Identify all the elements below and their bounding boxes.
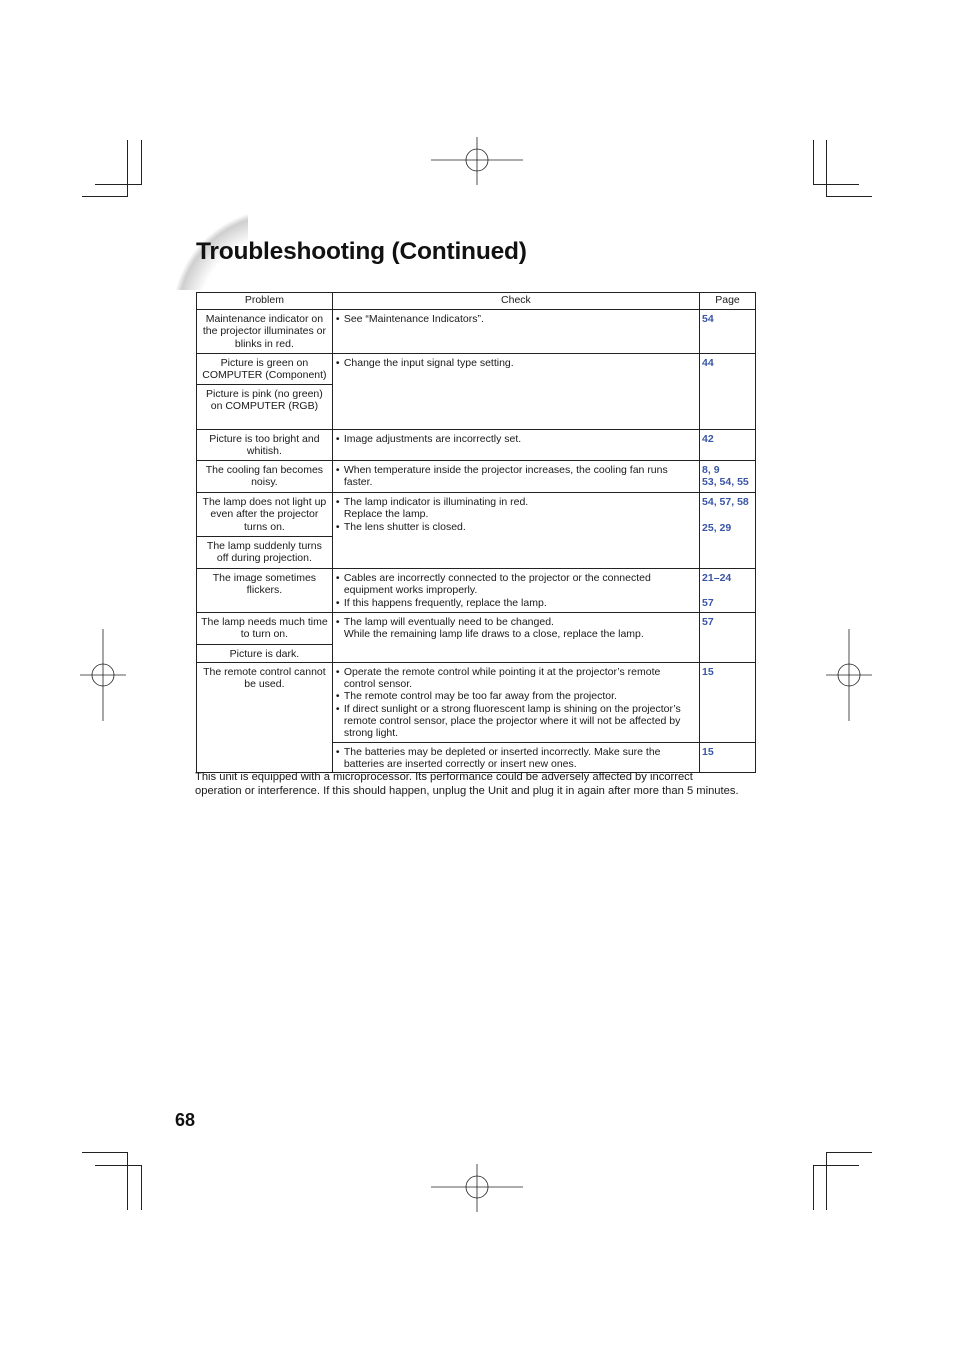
page-ref-cell [700, 461, 756, 493]
problem-cell: Maintenance indicator on the projector illuminates or blinks in red. [197, 310, 333, 354]
table-row [197, 430, 756, 461]
problem-cell: The cooling fan becomes noisy. [197, 461, 333, 493]
page-ref-cell [700, 493, 756, 569]
page-ref-cell [700, 569, 756, 613]
registration-mark [431, 137, 523, 185]
page-link[interactable]: 44 [702, 357, 714, 369]
check-cell: • The lamp indicator is illuminating in red. Replace the lamp. • The lens shutter is closed. [332, 493, 699, 569]
table-row [197, 612, 756, 644]
check-cell: • Operate the remote control while pointing it at the projector’s remote control sensor. • The remote control may be too far away from the projector. • If direct sunlight or a strong fluorescent lamp is shining on the projector’s remote control sensor, place the projector where it will not be affected by strong light. [332, 662, 699, 742]
table-row [197, 461, 756, 493]
crop-mark [826, 196, 872, 197]
problem-cell: The lamp needs much time to turn on. [197, 612, 333, 644]
page-link[interactable]: 15 [702, 665, 714, 678]
table-row [197, 354, 756, 385]
table-header-row [197, 293, 756, 310]
page-link[interactable]: 54 [702, 313, 714, 325]
check-cell: • Cables are incorrectly connected to the projector or the connected equipment works improperly. • If this happens frequently, replace the lamp. [332, 569, 699, 613]
crop-mark [95, 1165, 142, 1166]
microprocessor-note: This unit is equipped with a microprocessor. Its performance could be adversely affected by incorrect operation or interference. If this should happen, unplug the Unit and plug it in again after more than 5 minutes. [195, 771, 739, 798]
check-cell: • See “Maintenance Indicators”. [332, 310, 699, 354]
table-row [197, 493, 756, 537]
troubleshooting-table [196, 292, 756, 773]
crop-mark [826, 1152, 827, 1210]
crop-mark [141, 140, 142, 185]
table-row [197, 569, 756, 613]
crop-mark [813, 1165, 814, 1210]
page-link[interactable]: 53, 54, 55 [702, 476, 749, 489]
check-cell: • The batteries may be depleted or inserted incorrectly. Make sure the batteries are inserted correctly or insert new ones. [332, 742, 699, 773]
page-number: 68 [175, 1110, 196, 1130]
crop-mark [813, 1165, 859, 1166]
page-link[interactable]: 21–24 [702, 572, 732, 584]
problem-cell: Picture is too bright and whitish. [197, 430, 333, 461]
problem-cell: Picture is pink (no green) on COMPUTER (RGB) [197, 385, 333, 430]
crop-mark [141, 1165, 142, 1210]
page-ref-cell [700, 662, 756, 742]
registration-mark [826, 629, 872, 721]
page-ref-cell [700, 612, 756, 662]
page-ref-cell [700, 310, 756, 354]
page-link[interactable]: 15 [702, 745, 714, 758]
check-cell: • When temperature inside the projector increases, the cooling fan runs faster. [332, 461, 699, 493]
page-ref-cell [700, 742, 756, 773]
problem-cell: The remote control cannot be used. [197, 662, 333, 772]
page-link[interactable]: 54, 57, 58 [702, 496, 749, 508]
registration-mark [431, 1164, 523, 1212]
registration-mark [80, 629, 126, 721]
check-cell: • The lamp will eventually need to be changed. While the remaining lamp life draws to a close, replace the lamp. [332, 612, 699, 662]
crop-mark [82, 196, 128, 197]
table-row [197, 310, 756, 354]
crop-mark [813, 184, 859, 185]
problem-cell: Picture is green on COMPUTER (Component) [197, 354, 333, 385]
crop-mark [127, 1152, 128, 1210]
crop-mark [127, 140, 128, 197]
crop-mark [826, 1152, 872, 1153]
crop-mark [826, 140, 827, 197]
check-cell: • Change the input signal type setting. [332, 354, 699, 430]
page-ref-cell [700, 430, 756, 461]
page-link[interactable]: 8, 9 [702, 464, 720, 476]
problem-cell: Picture is dark. [197, 644, 333, 662]
page-link[interactable]: 57 [702, 597, 714, 610]
page-title: Troubleshooting (Continued) [196, 238, 527, 265]
check-cell: • Image adjustments are incorrectly set. [332, 430, 699, 461]
table-row [197, 662, 756, 742]
problem-cell: The image sometimes flickers. [197, 569, 333, 613]
page-link[interactable]: 42 [702, 433, 714, 445]
page-ref-cell [700, 354, 756, 430]
crop-mark [813, 140, 814, 185]
crop-mark [95, 184, 142, 185]
page-link[interactable]: 25, 29 [702, 522, 732, 535]
header-page: Page [700, 293, 756, 310]
crop-mark [82, 1152, 128, 1153]
page-link[interactable]: 57 [702, 615, 714, 628]
problem-cell: The lamp does not light up even after the projector turns on. [197, 493, 333, 537]
problem-cell: The lamp suddenly turns off during projection. [197, 537, 333, 569]
header-check: Check [332, 293, 699, 310]
header-problem: Problem [197, 293, 333, 310]
